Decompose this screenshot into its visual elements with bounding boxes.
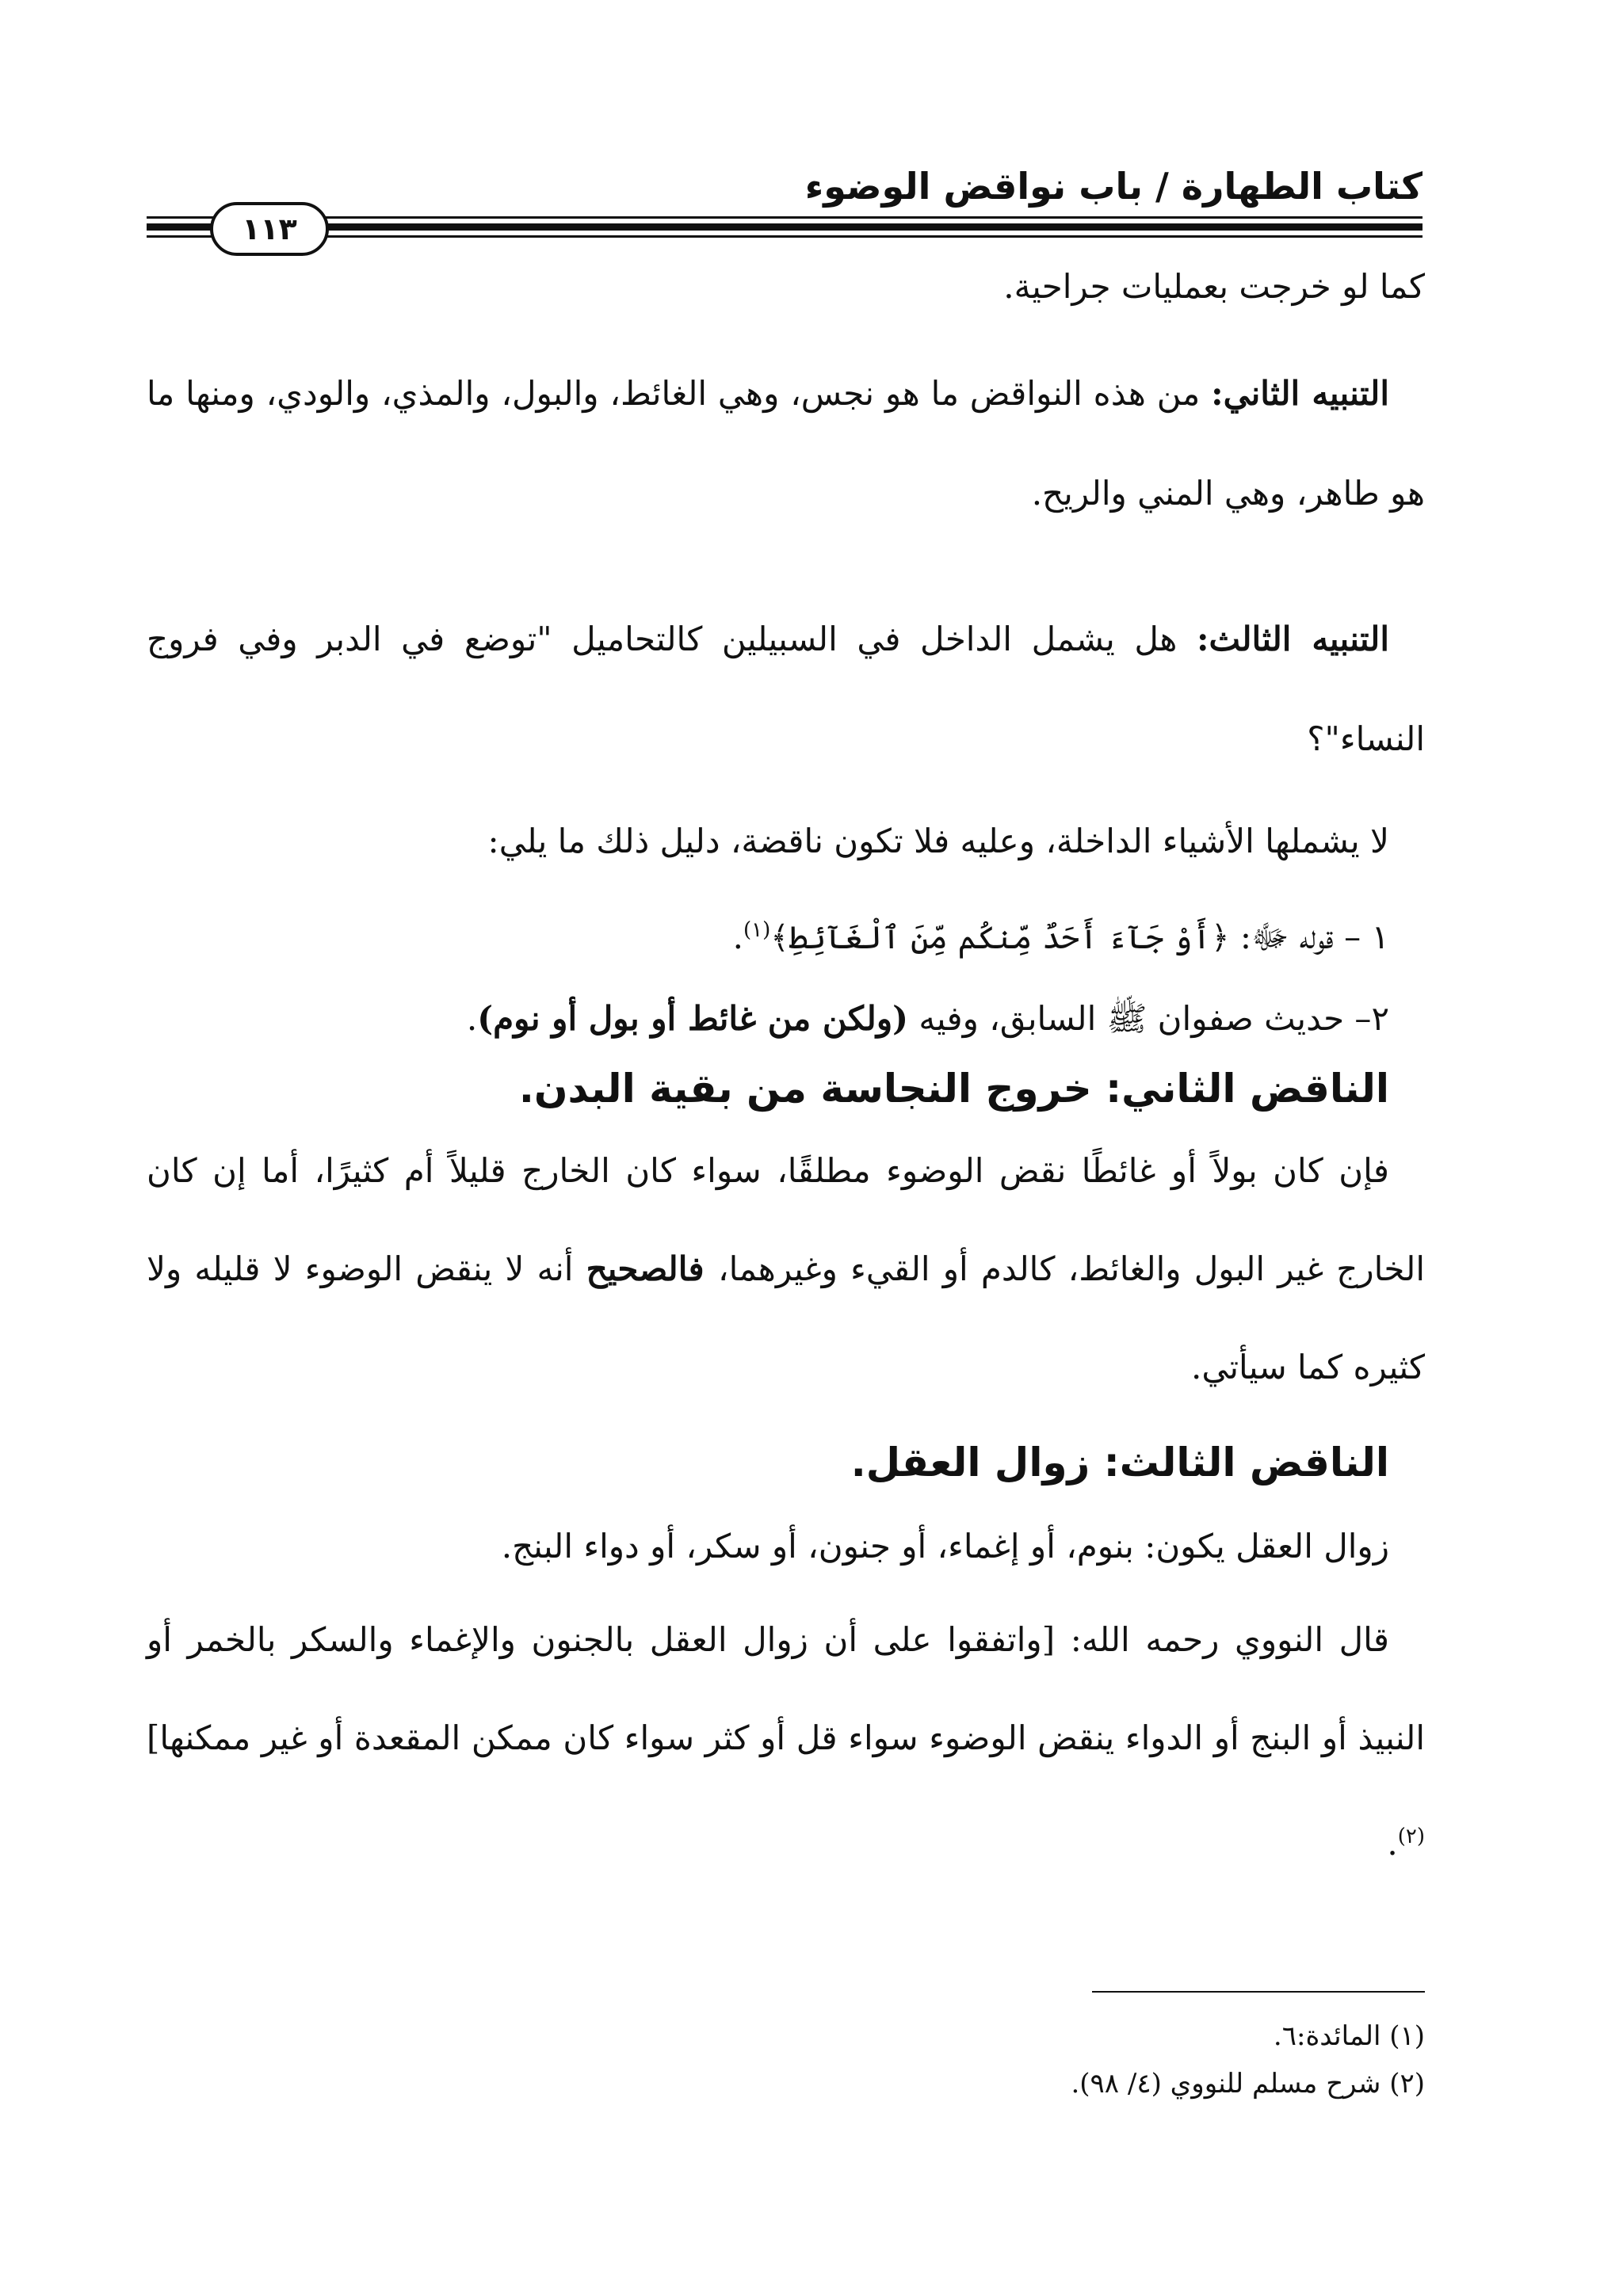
footnote-ref-1: (١) <box>743 918 771 942</box>
body-text <box>147 261 1425 1939</box>
footnotes <box>315 2012 1425 2107</box>
line-zawal: زوال العقل يكون: بنوم، أو إغماء، أو جنون، أو سكر، أو دواء البنج. <box>501 1527 1389 1566</box>
running-title: كتاب الطهارة / باب نواقض الوضوء <box>804 165 1423 208</box>
footnote-2: (٢) شرح مسلم للنووي (٤/ ٩٨). <box>1071 2068 1425 2100</box>
heading-naqid-3 <box>147 1423 1425 1502</box>
evidence-2-prefix: ٢– حديث صفوان ﷺ السابق، وفيه <box>907 999 1389 1038</box>
page-number-badge <box>210 202 329 256</box>
line-answer: لا يشملها الأشياء الداخلة، وعليه فلا تكون ناقضة، دليل ذلك ما يلي: <box>487 822 1389 860</box>
footnote-separator <box>1092 1991 1425 1993</box>
paragraph-naqid-2 <box>147 1122 1425 1417</box>
paragraph-tanbih-2 <box>147 344 1425 543</box>
page-header <box>147 162 1423 257</box>
heading-naqid-3-label: الناقض الثالث: <box>1103 1440 1389 1486</box>
heading-naqid-3-text: زوال العقل. <box>850 1440 1104 1486</box>
evidence-1-ayah: ﴿أَوْ جَآءَ أَحَدٌ مِّنكُم مِّنَ ٱلْغَآئِطِ﴾ <box>770 920 1230 956</box>
evidence-2-quote: (ولكن من غائط أو بول أو نوم) <box>477 999 908 1038</box>
header-rules <box>147 216 1423 246</box>
evidence-1 <box>147 886 1425 982</box>
nawawi-quote: قال النووي رحمه الله: [واتفقوا على أن زوال العقل بالجنون والإغماء والسكر بالخمر أو النبيذ أو البنج أو الدواء ينقض الوضوء سواء قل أو كثر سواء كان ممكن المقعدة أو غير ممكنها] <box>147 1620 1425 1757</box>
evidence-1-prefix: ١ – قوله ﷻ: <box>1229 917 1389 956</box>
page-number: ١١٣ <box>242 212 297 246</box>
heading-naqid-2-text: خروج النجاسة من بقية البدن. <box>518 1066 1106 1112</box>
paragraph-nawawi <box>147 1591 1425 1893</box>
naqid-2-tail: أنه لا ينقض الوضوء لا قليله ولا كثيره كما سيأتي. <box>147 1249 1425 1386</box>
paragraph-tanbih-3 <box>147 589 1425 789</box>
evidence-2 <box>147 982 1425 1055</box>
naqid-2-sahih: فالصحيح <box>586 1249 719 1288</box>
line-surgeries: كما لو خرجت بعمليات جراحية. <box>1003 267 1425 306</box>
heading-naqid-2 <box>147 1055 1425 1122</box>
tanbih-2-label: التنبيه الثاني: <box>1211 374 1389 413</box>
tanbih-2-text: من هذه النواقض ما هو نجس، وهي الغائط، والبول، والمذي، والودي، ومنها ما هو طاهر، وهي المني والريح. <box>147 374 1425 513</box>
footnote-ref-2: (٢) <box>1397 1825 1425 1848</box>
header-rule-thin-bottom <box>147 235 1423 238</box>
heading-naqid-2-label: الناقض الثاني: <box>1106 1066 1389 1112</box>
header-rule-thin-top <box>147 216 1423 219</box>
evidence-2-end: . <box>466 999 478 1038</box>
naqid-2-text: فإن كان بولاً أو غائطًا نقض الوضوء مطلقًا، سواء كان الخارج قليلاً أم كثيرًا، أما إن كان الخارج غير البول والغائط، كالدم أو القيء وغيرهما، <box>147 1151 1425 1288</box>
tanbih-3-label: التنبيه الثالث: <box>1196 620 1390 658</box>
evidence-1-end: . <box>732 917 743 956</box>
footnote-1: (١) المائدة:٦. <box>1273 2020 1425 2052</box>
header-rule-thick <box>147 223 1423 231</box>
tanbih-3-text: هل يشمل الداخل في السبيلين كالتحاميل "توضع في الدبر وفي فروج النساء"؟ <box>147 620 1425 758</box>
nawawi-end: . <box>1387 1824 1398 1863</box>
